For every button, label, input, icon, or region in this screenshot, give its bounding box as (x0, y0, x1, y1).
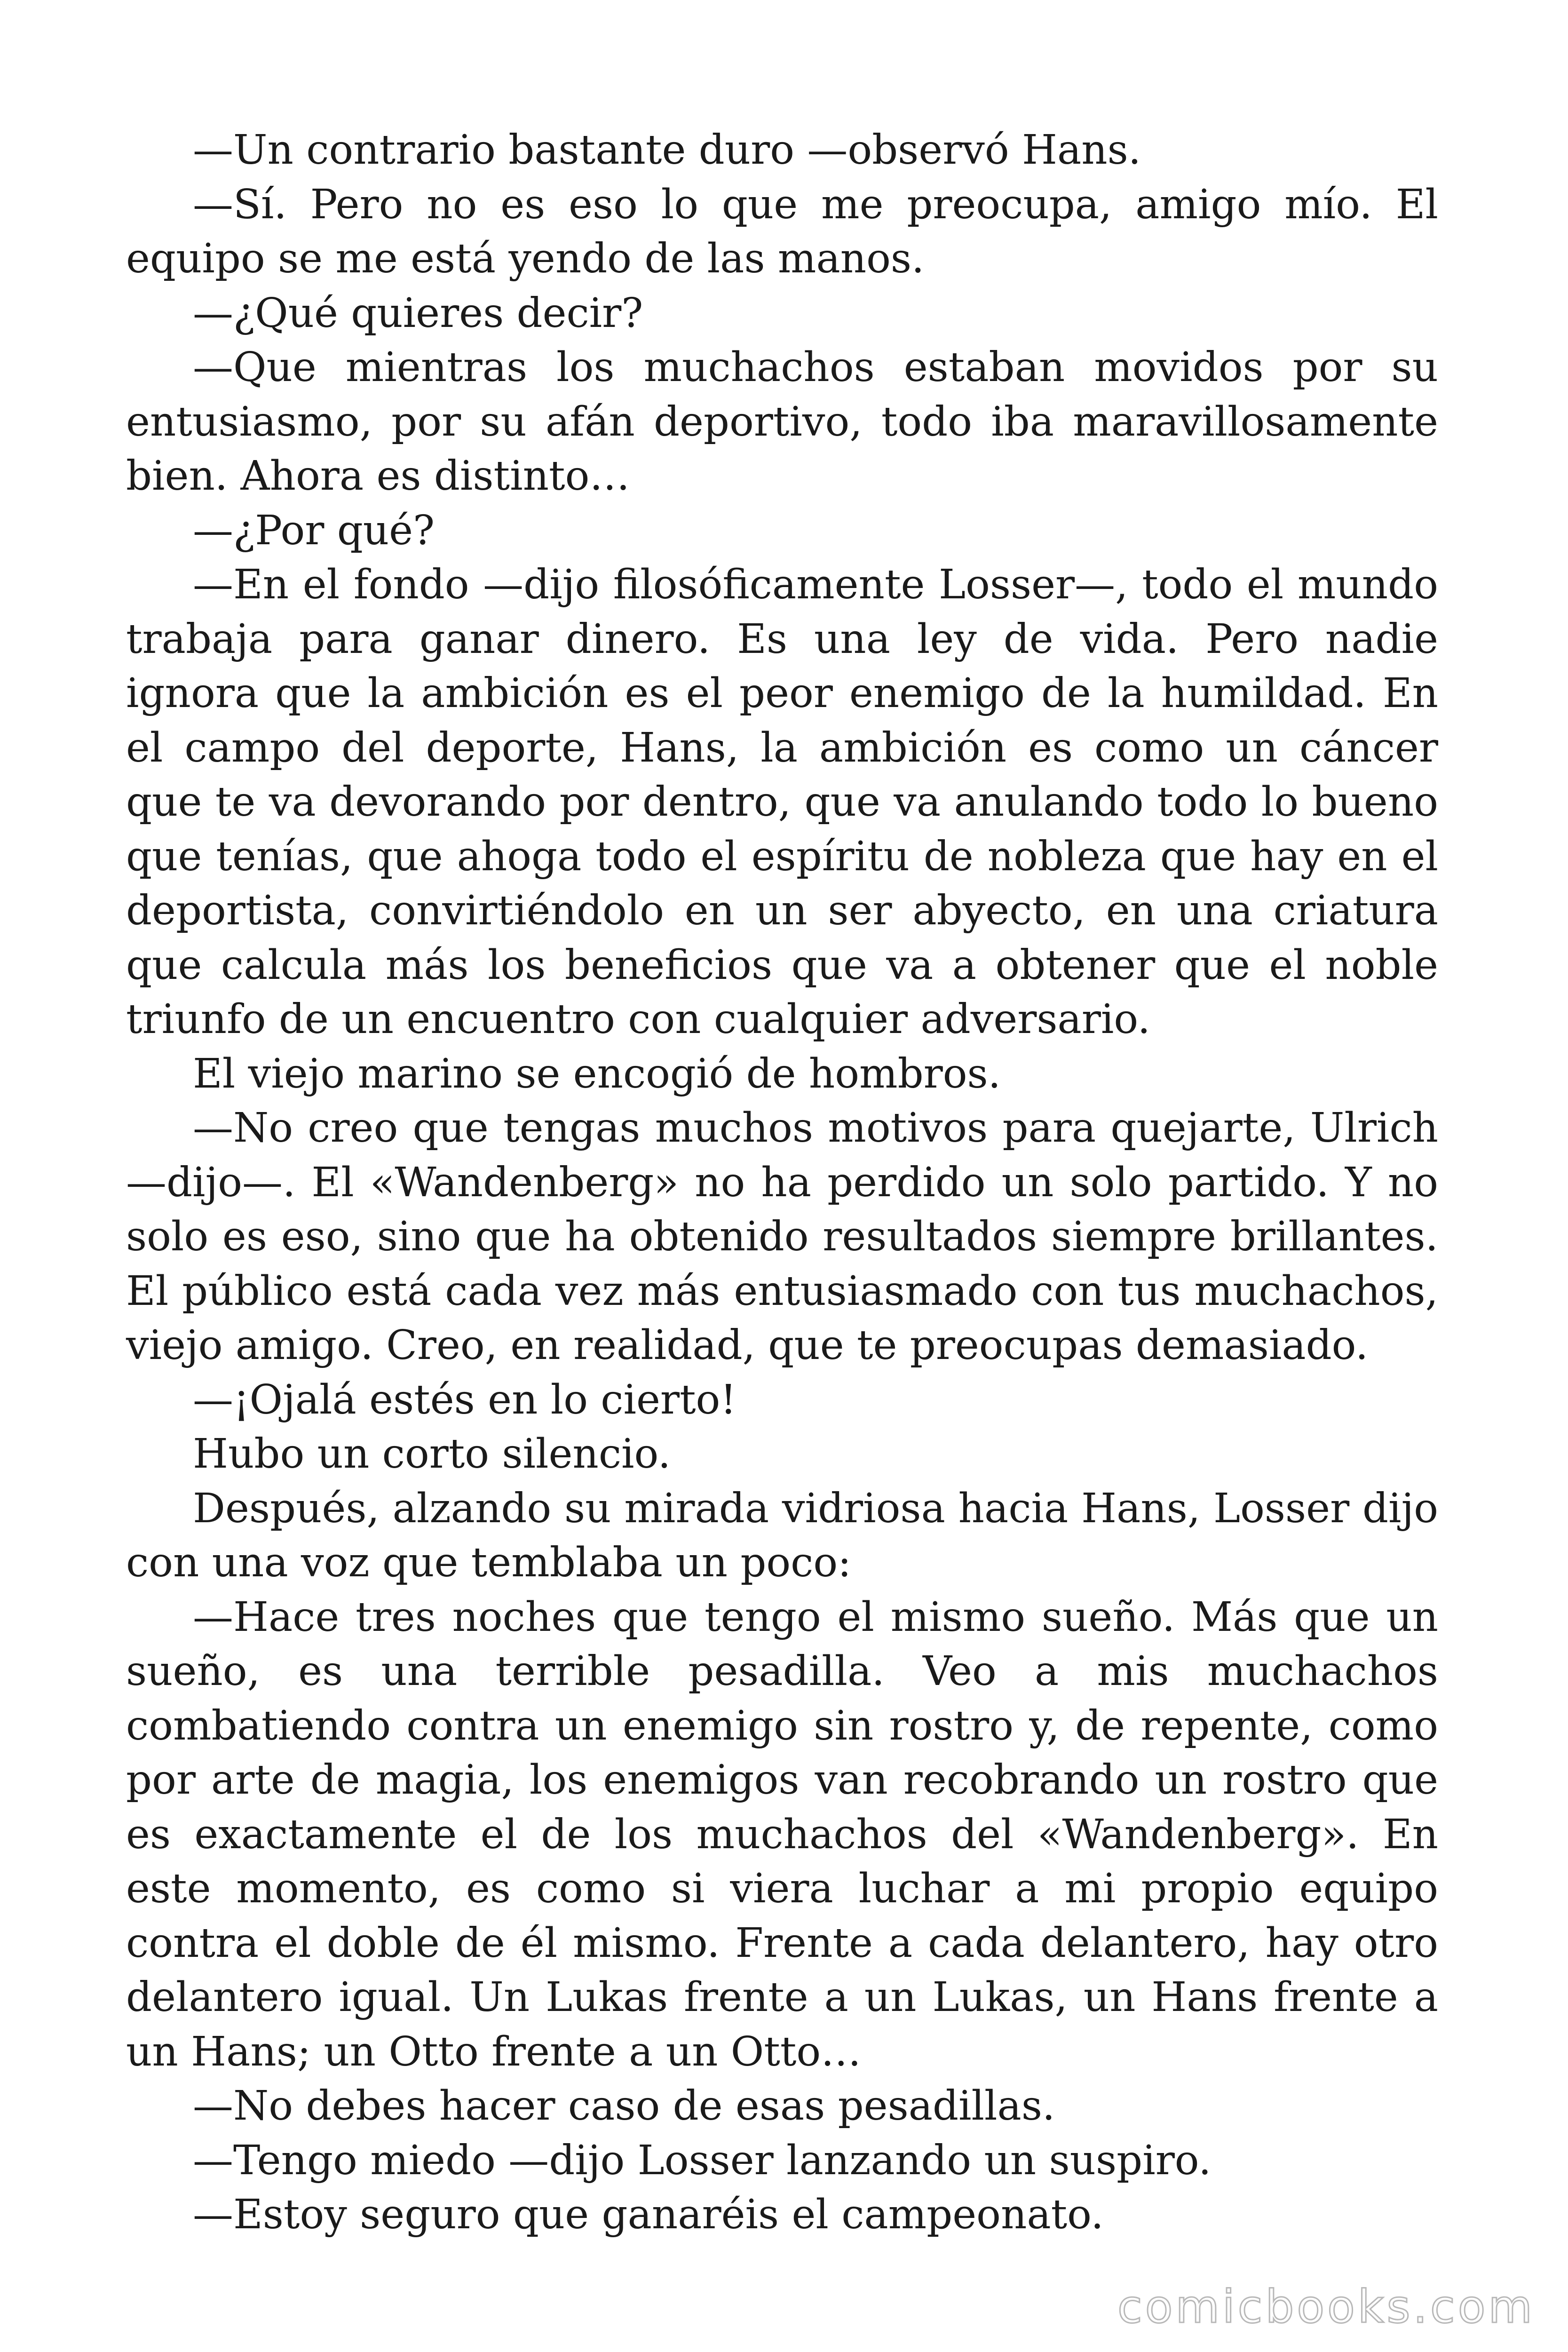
paragraph: —Un contrario bastante duro —observó Hans. (193, 127, 1141, 174)
body-text (126, 123, 1438, 2242)
paragraph: —¿Qué quieres decir? (193, 289, 643, 337)
paragraph: —Hace tres noches que tengo el mismo sueño. Más que un sueño, es una terrible pesadilla. Veo a mis muchachos combatiendo contra un enemigo sin rostro y, de repente, como por arte de magia, los enemigos van recobrando un rostro que es exactamente el de los muchachos del «Wandenberg». En este momento, es como si viera luchar a mi propio equipo contra el doble de él mismo. Frente a cada delantero, hay otro delantero igual. Un Lukas frente a un Lukas, un Hans frente a un Hans; un Otto frente a un Otto… (126, 1593, 1438, 2075)
paragraph: Después, alzando su mirada vidriosa hacia Hans, Losser dijo con una voz que temblaba un poco: (126, 1485, 1438, 1586)
paragraph: —No creo que tengas muchos motivos para quejarte, Ulrich —dijo—. El «Wandenberg» no ha perdido un solo partido. Y no solo es eso, sino que ha obtenido resultados siempre brillantes. El público está cada vez más entusiasmado con tus muchachos, viejo amigo. Creo, en realidad, que te preocupas demasiado. (126, 1104, 1438, 1369)
paragraph: —Estoy seguro que ganaréis el campeonato. (193, 2191, 1104, 2238)
watermark-logo: comicbooks.com (1117, 2280, 1535, 2333)
paragraph: —En el fondo —dijo filosóficamente Losser—, todo el mundo trabaja para ganar dinero. Es una ley de vida. Pero nadie ignora que la ambición es el peor enemigo de la humildad. En el campo del deporte, Hans, la ambición es como un cáncer que te va devorando por dentro, que va anulando todo lo bueno que tenías, que ahoga todo el espíritu de nobleza que hay en el deportista, convirtiéndolo en un ser abyecto, en una criatura que calcula más los beneficios que va a obtener que el noble triunfo de un encuentro con cualquier adversario. (126, 561, 1438, 1043)
paragraph: —Tengo miedo —dijo Losser lanzando un suspiro. (193, 2137, 1212, 2184)
paragraph: —¡Ojalá estés en lo cierto! (193, 1376, 736, 1423)
paragraph: Hubo un corto silencio. (193, 1430, 671, 1478)
paragraph: —Sí. Pero no es eso lo que me preocupa, amigo mío. El equipo se me está yendo de las manos. (126, 181, 1438, 282)
paragraph: —¿Por qué? (193, 507, 435, 554)
paragraph: —No debes hacer caso de esas pesadillas. (193, 2082, 1055, 2130)
paragraph: El viejo marino se encogió de hombros. (193, 1050, 1001, 1097)
paragraph: —Que mientras los muchachos estaban movidos por su entusiasmo, por su afán deportivo, todo iba maravillosamente bien. Ahora es distinto… (126, 344, 1438, 500)
